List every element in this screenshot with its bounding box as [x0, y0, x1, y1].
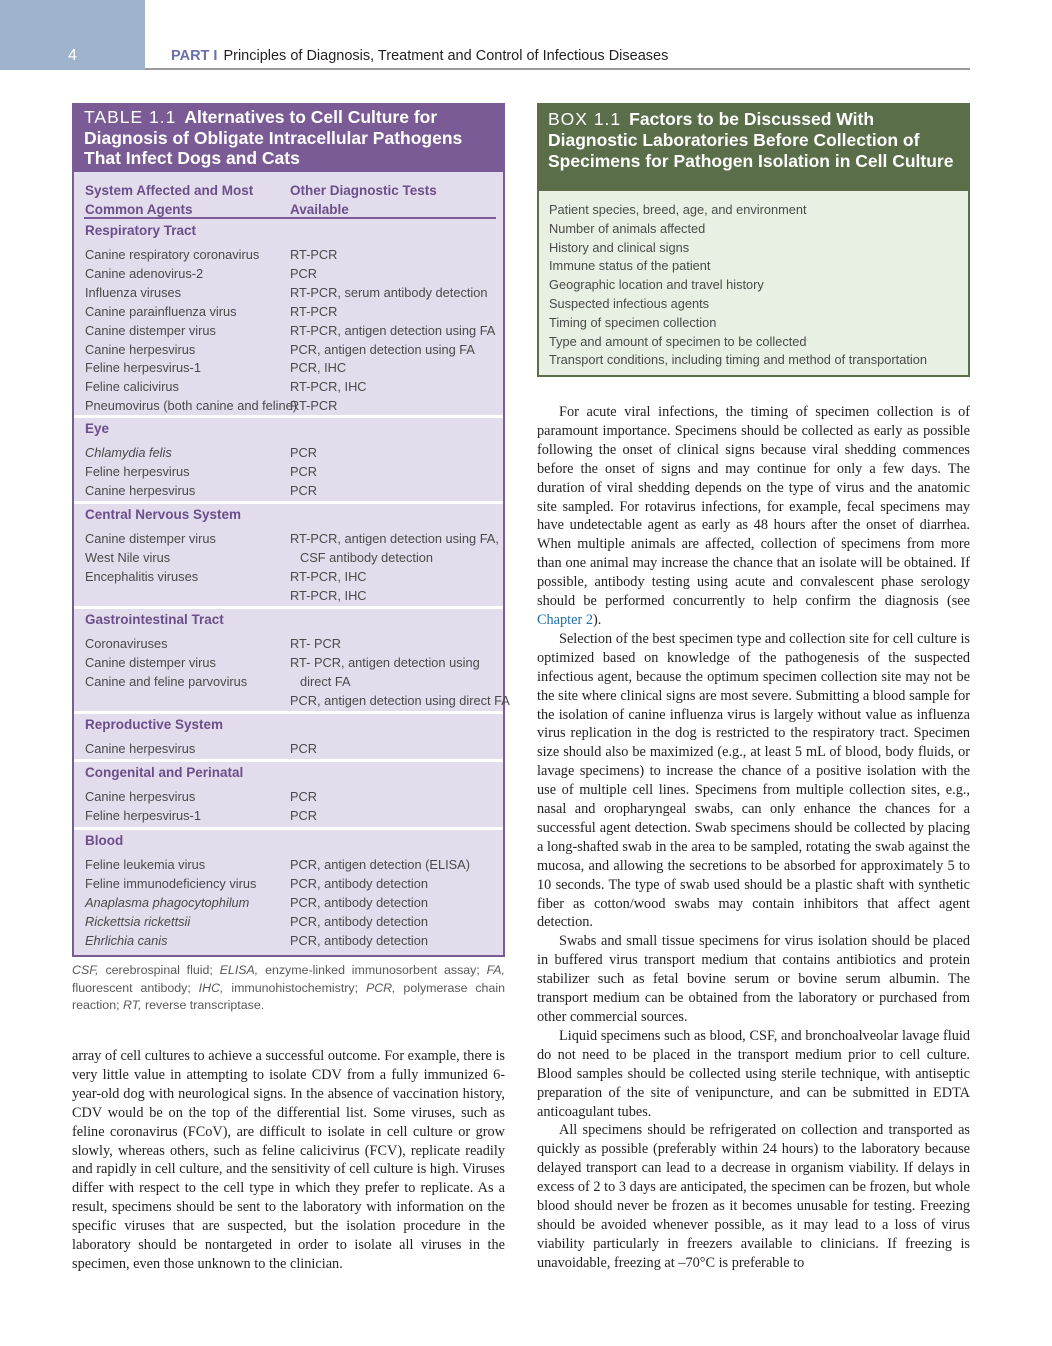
table-cell-tests: RT-PCR, IHC	[290, 587, 367, 603]
part-title: Principles of Diagnosis, Treatment and Control of Infectious Diseases	[223, 48, 669, 64]
footnote-abbreviation: FA,	[486, 963, 505, 977]
section-title: Congenital and Perinatal	[85, 765, 244, 780]
table-cell-agent: Feline herpesvirus	[85, 463, 190, 479]
table-cell-tests: PCR	[290, 789, 318, 804]
page-number-block	[0, 0, 145, 70]
left-paragraph-1: array of cell cultures to achieve a successful outcome. For example, there is very little value in attempting to isolate CDV from a fully immunized 6-year-old dog with neurological signs. In the absence of vaccination history, CDV would be on the top of the differential list. Some viruses, such as feline coronavirus (FCoV), are difficult to isolate in cell culture or grow slowly, whereas others, such as feline calicivirus (FCV), replicate readily and rapidly in cell culture, and the sensitivity of cell culture is high. Viruses differ with respect to the cell type in which they prefer to replicate. As a result, specimens should be sent to the laboratory with information on the specific viruses that are suspected, but the isolation procedure in the laboratory should be nontargeted in order to isolate all viruses in the specimen, even those unknown to the clinician.	[72, 1048, 505, 1272]
box-list-item: Immune status of the patient	[549, 258, 711, 274]
box-list-item: Geographic location and travel history	[549, 277, 764, 293]
right-paragraph-4: Liquid specimens such as blood, CSF, and bronchoalveolar lavage fluid do not need to be placed in the transport medium prior to cell culture. Blood samples should be collected using sterile technique, with antiseptic preparation of the site of venipuncture, and can be submitted in EDTA anticoagulant tubes.	[537, 1027, 970, 1120]
footnote-definition: enzyme-linked immunosorbent assay;	[258, 963, 487, 977]
table-cell-agent: Feline herpesvirus-1	[85, 807, 201, 823]
table-cell-agent: Coronaviruses	[85, 636, 168, 651]
box-header-band	[539, 105, 968, 191]
section-title: Gastrointestinal Tract	[85, 612, 224, 627]
box-label: BOX 1.1	[548, 109, 622, 129]
box-list-item: Timing of specimen collection	[549, 314, 717, 330]
table-cell-tests: RT- PCR	[290, 636, 341, 651]
table-cell-agent: Canine herpesvirus	[85, 341, 196, 357]
running-head	[171, 48, 668, 64]
table-cell-tests: RT-PCR	[290, 398, 338, 414]
table-cell-tests: PCR, antigen detection (ELISA)	[290, 857, 470, 872]
box-list-item: Number of animals affected	[549, 220, 706, 236]
section-title: Blood	[85, 833, 124, 848]
table-cell-agent: Feline calicivirus	[85, 379, 179, 395]
chapter-2-link[interactable]: Chapter 2	[537, 611, 593, 628]
left-body-text	[72, 1047, 505, 1274]
section-title: Eye	[85, 421, 110, 436]
table-cell-agent: Canine respiratory coronavirus	[85, 247, 260, 262]
box-title	[548, 109, 962, 172]
section-title: Central Nervous System	[85, 507, 242, 522]
table-footnote	[72, 962, 505, 1015]
table-cell-tests: PCR	[290, 265, 318, 281]
table-cell-agent: Feline immunodeficiency virus	[85, 875, 257, 891]
page-number: 4	[68, 47, 77, 64]
footnote-abbreviation: RT,	[122, 998, 142, 1012]
table-cell-tests: CSF antibody detection	[300, 549, 434, 565]
table-cell-tests: PCR	[290, 482, 318, 498]
section-divider	[74, 606, 503, 609]
table-cell-tests: RT-PCR, antigen detection using FA,	[290, 531, 499, 546]
table-cell-tests: PCR	[290, 807, 318, 823]
right-body-text	[537, 403, 970, 1273]
table-cell-agent: Rickettsia rickettsii	[85, 913, 191, 929]
table-cell-tests: PCR, antibody detection	[290, 894, 429, 910]
table-title	[84, 107, 496, 169]
table-cell-agent: Chlamydia felis	[85, 445, 172, 460]
table-cell-agent: Feline herpesvirus-1	[85, 360, 201, 376]
table-cell-tests: PCR, antibody detection	[290, 932, 429, 948]
table-cell-tests: RT-PCR, IHC	[290, 568, 367, 584]
section-divider	[74, 711, 503, 714]
table-cell-tests: PCR, antigen detection using direct FA	[290, 692, 510, 708]
section-title: Respiratory Tract	[85, 223, 197, 238]
table-cell-agent: Pneumovirus (both canine and feline)	[85, 398, 297, 414]
table-cell-agent: Canine distemper virus	[85, 322, 216, 338]
table-cell-agent: Anaplasma phagocytophilum	[85, 894, 250, 910]
table-cell-tests: RT-PCR	[290, 247, 338, 262]
table-label: TABLE 1.1	[84, 107, 177, 127]
column-header-agents: System Affected and Most Common Agents	[85, 183, 254, 217]
footnote-abbreviation: PCR,	[365, 980, 396, 995]
section-divider	[74, 415, 503, 418]
footnote-definition: fluorescent antibody;	[72, 980, 199, 995]
box-list-item: Transport conditions, including timing and method of transportation	[549, 352, 927, 368]
table-cell-agent: Feline leukemia virus	[85, 857, 206, 872]
section-title: Reproductive System	[85, 717, 224, 732]
table-cell-agent: Canine herpesvirus	[85, 789, 196, 804]
footnote-definition: immunohistochemistry;	[223, 980, 366, 995]
footnote-abbreviation: CSF,	[72, 963, 99, 977]
table-cell-tests: PCR, antibody detection	[290, 875, 429, 891]
box-list-item: Patient species, breed, age, and environment	[549, 202, 807, 217]
table-cell-tests: PCR	[290, 741, 318, 756]
right-paragraph-3: Swabs and small tissue specimens for virus isolation should be placed in buffered virus transport medium that contains antibiotics and protein stabilizer such as fetal bovine serum or bovine serum albumin. The transport medium can be obtained from the laboratory or purchased from other commercial sources.	[537, 933, 970, 1025]
section-divider	[74, 759, 503, 762]
table-cell-tests: PCR	[290, 463, 318, 479]
table-cell-agent: Encephalitis viruses	[85, 568, 199, 584]
table-cell-tests: RT-PCR, serum antibody detection	[290, 284, 488, 300]
table-cell-agent: West Nile virus	[85, 549, 171, 565]
right-paragraph-5: All specimens should be refrigerated on collection and transported as quickly as possible (preferably within 24 hours) to the laboratory because delayed transport can lead to a decrease in organism viability. If delays in excess of 2 to 3 days are anticipated, the specimen can be frozen, but whole blood should never be frozen as it becomes unusable for testing. Freezing should be avoided whenever possible, as it may lead to a loss of virus viability particularly in freezers available to clinicians. If freezing is unavoidable, freezing at –70°C is preferable to	[537, 1122, 970, 1271]
footnote-definition: reverse transcriptase.	[141, 998, 265, 1012]
header-rule	[145, 68, 970, 70]
table-cell-tests: RT-PCR	[290, 303, 338, 319]
table-cell-agent: Influenza viruses	[85, 284, 182, 300]
table-cell-agent: Canine herpesvirus	[85, 741, 196, 756]
column-header-tests: Other Diagnostic Tests Available	[290, 183, 437, 217]
box-1-1	[537, 103, 970, 377]
table-cell-agent: Canine adenovirus-2	[85, 265, 204, 281]
box-list-item: Suspected infectious agents	[549, 296, 710, 311]
box-list-item: Type and amount of specimen to be collected	[549, 333, 807, 349]
section-divider	[74, 827, 503, 830]
part-label: PART I	[171, 48, 218, 64]
table-cell-agent: Canine and feline parvovirus	[85, 673, 248, 689]
footnote-abbreviation: IHC,	[198, 980, 224, 995]
table-cell-agent: Canine herpesvirus	[85, 482, 196, 498]
table-cell-tests: PCR	[290, 445, 318, 460]
table-cell-tests: PCR, antigen detection using FA	[290, 341, 475, 357]
table-cell-agent: Canine distemper virus	[85, 654, 216, 670]
table-cell-tests: direct FA	[300, 673, 351, 689]
right-paragraph-1-end: ).	[592, 611, 602, 628]
right-paragraph-1	[537, 403, 970, 630]
box-list-item: History and clinical signs	[549, 239, 690, 255]
table-cell-tests: RT-PCR, antigen detection using FA	[290, 322, 496, 338]
box-title-text: Factors to be Discussed With Diagnostic Laboratories Before Collection of Specimens for Pathogen Isolation in Cell Culture	[548, 109, 954, 171]
table-title-text: Alternatives to Cell Culture for Diagnosis of Obligate Intracellular Pathogens That Infect Dogs and Cats	[84, 107, 463, 168]
section-divider	[74, 501, 503, 504]
footnote-abbreviation: ELISA,	[219, 963, 259, 977]
table-cell-agent: Canine distemper virus	[85, 531, 216, 546]
table-header-band	[74, 105, 503, 172]
right-paragraph-1-text: For acute viral infections, the timing of specimen collection is of paramount importance. Specimens should be collected as early as possible following the onset of clinical signs because viral shedding commences before the onset of signs and may continue for only a few days. The duration of viral shedding depends on the type of virus and the anatomic site sampled. For rotavirus infections, for example, fecal specimens may have undetectable agent as early as 48 hours after the onset of diarrhea. When multiple animals are affected, collection of specimens from more than one animal may increase the chance that an isolate will be obtained. If possible, antibody testing using acute and convalescent phase serology should be performed concurrently to help confirm the diagnosis (see	[537, 404, 970, 610]
footnote-definition: polymerase chain reaction;	[72, 980, 505, 1012]
table-cell-tests: PCR, antibody detection	[290, 913, 429, 929]
column-header-rule	[84, 217, 496, 219]
table-1-1	[72, 103, 510, 957]
table-cell-tests: PCR, IHC	[290, 360, 347, 376]
table-cell-agent: Ehrlichia canis	[85, 932, 168, 948]
right-paragraph-2: Selection of the best specimen type and collection site for cell culture is optimized based on knowledge of the pathogenesis of the suspected infectious agent, because the optimum specimen collection site may not be the site where clinical signs are most severe. Submitting a blood sample for the isolation of canine influenza virus is largely without value as influenza virus replication in the dog is restricted to the respiratory tract. Specimen size should also be maximized (e.g., at least 5 mL of blood, body fluids, or lavage specimens) to increase the chance of a positive isolation with the use of multiple cell lines. Specimens from multiple collection sites, e.g., nasal and oropharyngeal swabs, can only enhance the chances for a successful agent detection. Swab specimens should be collected by placing a long-shafted swab in the area to be sampled, rotating the swab against the mucosa, and allowing the secretions to be absorbed for approximately 5 to 10 seconds. The type of swab used should be a plastic shaft with synthetic fiber as cotton/wood swabs may contain inhibitors that affect agent detection.	[537, 630, 970, 931]
table-cell-tests: RT- PCR, antigen detection using	[290, 654, 480, 670]
footnote-definition: cerebrospinal fluid;	[98, 963, 220, 977]
table-cell-agent: Canine parainfluenza virus	[85, 303, 237, 319]
table-cell-tests: RT-PCR, IHC	[290, 379, 367, 395]
